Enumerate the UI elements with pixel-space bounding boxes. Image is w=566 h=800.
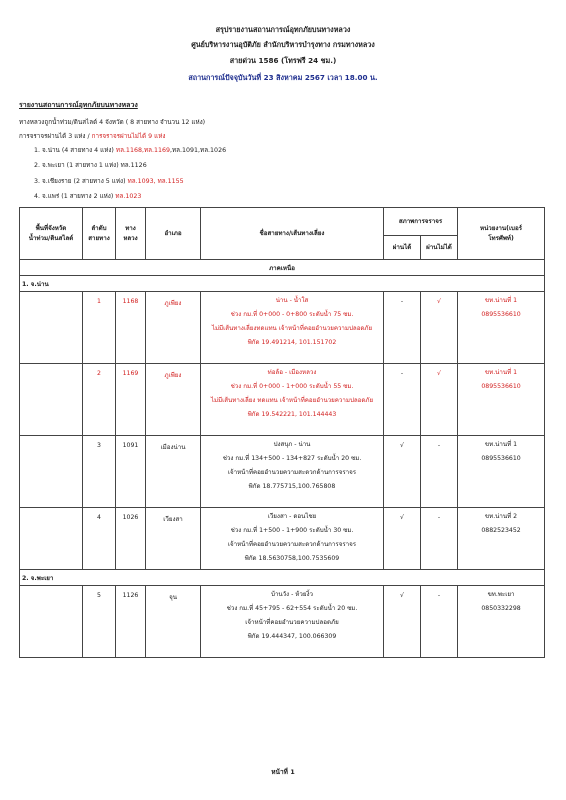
unit-phone: 0895536610 bbox=[481, 311, 521, 319]
summary-traffic bbox=[19, 131, 165, 141]
unit-cell bbox=[458, 292, 545, 364]
summary-passable: การจราจรผ่านได้ 3 แห่ง bbox=[19, 133, 86, 140]
hotline: สายด่วน 1586 (โทรฟรี 24 ชม.) bbox=[229, 56, 337, 65]
road-detail-line: พิกัด 19.491214, 101.151702 bbox=[247, 338, 337, 346]
seq-cell: 1 bbox=[83, 292, 116, 364]
report-title: สรุปรายงานสถานการณ์อุทกภัยบนทางหลวง bbox=[215, 25, 351, 34]
seq-cell: 2 bbox=[83, 364, 116, 436]
pass-status: - bbox=[384, 364, 421, 436]
nopass-status: √ bbox=[421, 364, 458, 436]
road-detail-line: เจ้าหน้าที่คอยอำนวยความสะดวกด้านการจราจร bbox=[227, 540, 357, 548]
unit-phone: 0895536610 bbox=[481, 455, 521, 463]
flood-table bbox=[19, 207, 545, 658]
road-detail-line: ไม่มีเส้นทางเลี่ยง ทดแทน เจ้าหน้าที่คอยอำนวยความปลอดภัย bbox=[210, 396, 374, 404]
nopass-status: - bbox=[421, 586, 458, 658]
route-cell: 1126 bbox=[116, 586, 146, 658]
area-cell bbox=[20, 508, 83, 570]
road-detail-line: ไม่มีเส้นทางเลี่ยงทดแทน เจ้าหน้าที่คอยอำนวยความปลอดภัย bbox=[211, 324, 373, 332]
region-row bbox=[20, 260, 545, 276]
province-label: 1. จ.น่าน bbox=[20, 276, 545, 292]
road-detail-line: พิกัด 18.775715,100.765808 bbox=[248, 482, 336, 490]
closed-routes: ทล.1023 bbox=[115, 193, 142, 200]
province-label: 2. จ.พะเยา bbox=[20, 570, 545, 586]
unit-cell bbox=[458, 508, 545, 570]
province-summary-item bbox=[34, 191, 141, 201]
table-row bbox=[20, 586, 545, 658]
road-detail-line: ช่วง กม.ที่ 134+500 - 134+827 ระดับน้ำ 20 ซม. bbox=[222, 454, 362, 462]
road-detail-line: ท่อล้อ - เมืองหลวง bbox=[267, 369, 317, 376]
nopass-status: - bbox=[421, 508, 458, 570]
header-area: พื้นที่จังหวัด น้ำท่วม/ดินสไลด์ bbox=[20, 208, 83, 260]
header-route: ทาง หลวง bbox=[116, 208, 146, 260]
nopass-status: - bbox=[421, 436, 458, 508]
summary-title: รายงานสถานการณ์อุทกภัยบนทางหลวง bbox=[19, 101, 138, 109]
province-row bbox=[20, 570, 545, 586]
road-detail-line: เวียงสา - ดอนไชย bbox=[267, 513, 317, 520]
report-datetime: สถานการณ์ปัจจุบันวันที่ 23 สิงหาคม 2567 เวลา 18.00 น. bbox=[188, 73, 378, 82]
pass-status: - bbox=[384, 292, 421, 364]
road-detail-line: ช่วง กม.ที่ 1+500 - 1+900 ระดับน้ำ 30 ซม. bbox=[230, 526, 354, 534]
route-cell: 1168 bbox=[116, 292, 146, 364]
road-detail-cell bbox=[201, 586, 384, 658]
province-summary-item bbox=[34, 176, 184, 186]
page-number: หน้าที่ 1 bbox=[271, 768, 295, 776]
route-cell: 1169 bbox=[116, 364, 146, 436]
table-row bbox=[20, 292, 545, 364]
unit-cell bbox=[458, 364, 545, 436]
unit-name: ขท.น่านที่ 1 bbox=[484, 441, 518, 448]
district-cell: ภูเพียง bbox=[146, 364, 201, 436]
area-cell bbox=[20, 436, 83, 508]
pass-status: √ bbox=[384, 436, 421, 508]
province-summary-text: 1. จ.น่าน (4 สายทาง 4 แห่ง) bbox=[34, 147, 114, 154]
road-detail-line: เจ้าหน้าที่คอยอำนวยความสะดวกด้านการจราจร bbox=[227, 468, 357, 476]
road-detail-cell bbox=[201, 292, 384, 364]
road-detail-line: พิกัด 19.444347, 100.066309 bbox=[247, 632, 337, 640]
unit-cell bbox=[458, 436, 545, 508]
table-row bbox=[20, 436, 545, 508]
province-summary-text: 4. จ.แพร่ (1 สายทาง 2 แห่ง) bbox=[34, 193, 114, 200]
road-detail-line: บ้านวัง - ห้วยงิ้ว bbox=[271, 591, 313, 598]
road-detail-line: น่าน - น้ำใส bbox=[275, 297, 309, 304]
road-detail-line: ช่วง กม.ที่ 45+795 - 62+554 ระดับน้ำ 20 ซม. bbox=[226, 604, 358, 612]
province-summary-text: 3. จ.เชียงราย (2 สายทาง 5 แห่ง) bbox=[34, 178, 126, 185]
unit-phone: 0850332298 bbox=[481, 605, 521, 613]
seq-cell: 5 bbox=[83, 586, 116, 658]
area-cell bbox=[20, 364, 83, 436]
seq-cell: 4 bbox=[83, 508, 116, 570]
district-cell: เวียงสา bbox=[146, 508, 201, 570]
area-cell bbox=[20, 586, 83, 658]
road-detail-cell bbox=[201, 436, 384, 508]
district-cell: ภูเพียง bbox=[146, 292, 201, 364]
unit-phone: 0895536610 bbox=[481, 383, 521, 391]
summary-separator: / bbox=[85, 133, 92, 140]
unit-name: ขท.น่านที่ 1 bbox=[484, 369, 518, 376]
province-row bbox=[20, 276, 545, 292]
header-nopass: ผ่านไม่ได้ bbox=[421, 236, 458, 260]
road-detail-line: ปงสนุก - น่าน bbox=[273, 441, 311, 448]
pass-status: √ bbox=[384, 586, 421, 658]
road-detail-line: พิกัด 18.5630758,100.7535609 bbox=[244, 554, 340, 562]
province-summary-text: 2. จ.พะเยา (1 สายทาง 1 แห่ง) ทล.1126 bbox=[34, 162, 147, 169]
closed-routes: ทล.1168,ทล.1169 bbox=[115, 147, 170, 154]
road-detail-line: เจ้าหน้าที่คอยอำนวยความปลอดภัย bbox=[245, 618, 339, 626]
region-label: ภาคเหนือ bbox=[20, 260, 545, 276]
road-detail-cell bbox=[201, 364, 384, 436]
unit-name: ขท.น่านที่ 1 bbox=[484, 297, 518, 304]
unit-name: ขท.น่านที่ 2 bbox=[484, 513, 518, 520]
road-detail-cell bbox=[201, 508, 384, 570]
pass-status: √ bbox=[384, 508, 421, 570]
road-detail-line: พิกัด 19.542221, 101.144443 bbox=[247, 410, 337, 418]
summary-impassable: การจราจรผ่านไม่ได้ 9 แห่ง bbox=[91, 133, 166, 140]
header-seq: ลำดับ สายทาง bbox=[83, 208, 116, 260]
seq-cell: 3 bbox=[83, 436, 116, 508]
province-summary-item bbox=[34, 145, 226, 155]
nopass-status: √ bbox=[421, 292, 458, 364]
unit-cell bbox=[458, 586, 545, 658]
header-status: สภาพการจราจร bbox=[384, 208, 458, 236]
route-cell: 1026 bbox=[116, 508, 146, 570]
road-detail-line: ช่วง กม.ที่ 0+000 - 0+800 ระดับน้ำ 75 ซม. bbox=[230, 310, 354, 318]
road-detail-line: ช่วง กม.ที่ 0+000 - 1+000 ระดับน้ำ 55 ซม. bbox=[230, 382, 354, 390]
district-cell: จุน bbox=[146, 586, 201, 658]
district-cell: เมืองน่าน bbox=[146, 436, 201, 508]
report-agency: ศูนย์บริหารงานอุบัติภัย สำนักบริหารบำรุงทาง กรมทางหลวง bbox=[191, 40, 375, 49]
summary-affected: ทางหลวงถูกน้ำท่วม/ดินสไลด์ 4 จังหวัด ( 8 สายทาง จำนวน 12 แห่ง) bbox=[19, 119, 206, 126]
table-row bbox=[20, 364, 545, 436]
area-cell bbox=[20, 292, 83, 364]
closed-routes: ทล.1093, ทล.1155 bbox=[127, 178, 184, 185]
header-unit: หน่วยงาน(เบอร์ โทรศัพท์) bbox=[458, 208, 545, 260]
table-row bbox=[20, 508, 545, 570]
province-summary-item bbox=[34, 160, 147, 170]
header-road: ชื่อสายทาง/เส้นทางเลี่ยง bbox=[201, 208, 384, 260]
header-district: อำเภอ bbox=[146, 208, 201, 260]
header-pass: ผ่านได้ bbox=[384, 236, 421, 260]
unit-phone: 0882523452 bbox=[481, 527, 521, 535]
unit-name: ขท.พะเยา bbox=[487, 591, 515, 598]
route-cell: 1091 bbox=[116, 436, 146, 508]
open-routes: ,ทล.1091,ทล.1026 bbox=[170, 147, 227, 154]
